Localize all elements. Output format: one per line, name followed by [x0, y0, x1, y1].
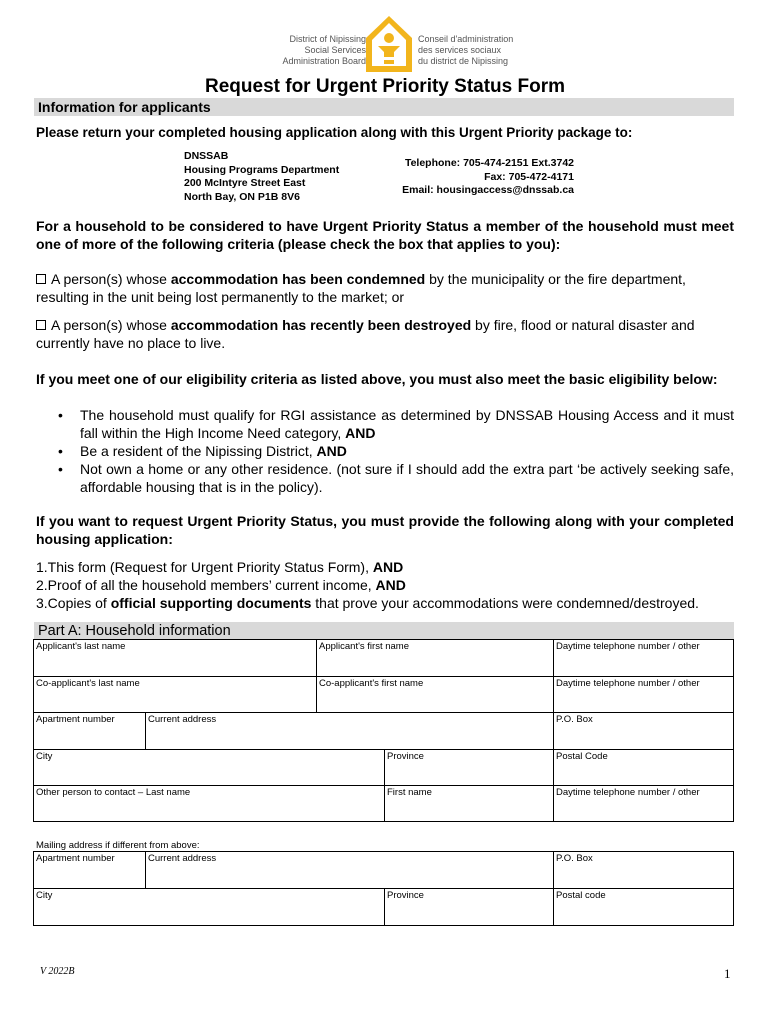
city-field[interactable]: [33, 749, 385, 786]
field-label: Province: [387, 751, 424, 762]
org-name-fr-line3: du district de Nipissing: [418, 56, 509, 66]
mailing-current-address-field[interactable]: [145, 851, 554, 889]
org-name-en-line1: District of Nipissing: [289, 34, 366, 44]
field-label: Apartment number: [36, 853, 115, 864]
address-line: North Bay, ON P1B 8V6: [184, 190, 300, 203]
return-instruction: Please return your completed housing application along with this Urgent Priority package to:: [36, 125, 633, 140]
other-contact-phone-field[interactable]: [553, 785, 734, 822]
coapplicant-last-name-field[interactable]: [33, 676, 317, 713]
list-item: [52, 460, 734, 496]
field-label: Postal Code: [556, 751, 608, 762]
org-name-en-line2: Social Services: [304, 45, 366, 55]
email-text: Email: housingaccess@dnssab.ca: [402, 184, 574, 196]
mailing-postal-code-field[interactable]: [553, 888, 734, 926]
telephone-text: Telephone: 705-474-2151 Ext.3742: [404, 157, 574, 169]
fax-text: Fax: 705-472-4171: [484, 170, 574, 183]
mailing-po-box-field[interactable]: [553, 851, 734, 889]
option-bold-text: accommodation has been condemned: [170, 271, 426, 287]
requirement-bold: official supporting documents: [110, 595, 312, 611]
requirement-item-3: [36, 594, 734, 612]
eligibility-intro: If you meet one of our eligibility criteria as listed above, you must also meet the basic eligibility below:: [36, 371, 718, 387]
option-bold-text: accommodation has recently been destroyed: [170, 317, 472, 333]
coapplicant-first-name-field[interactable]: [316, 676, 554, 713]
field-label: Apartment number: [36, 714, 115, 725]
bullet-text: Not own a home or any other residence. (not sure if I should add the extra part ‘be actively seeking safe, affordable housing that is in the policy).: [80, 461, 734, 495]
mailing-province-field[interactable]: [384, 888, 554, 926]
field-label: Co-applicant's first name: [319, 678, 424, 689]
destroyed-checkbox[interactable]: [36, 320, 46, 330]
list-item: [52, 406, 734, 442]
criteria-option-destroyed: [36, 316, 734, 352]
field-label: Daytime telephone number / other: [556, 787, 700, 798]
field-label: Daytime telephone number / other: [556, 641, 700, 652]
bullet-bold: AND: [316, 443, 347, 459]
org-name-french: [418, 34, 568, 67]
page-number: 1: [724, 966, 731, 981]
org-name-english: [230, 34, 366, 67]
info-section-heading: Information for applicants: [34, 98, 734, 116]
field-label: City: [36, 751, 53, 762]
list-item: [52, 442, 734, 460]
address-line: 200 McIntyre Street East: [184, 177, 306, 189]
option-text: by fire, flood or natural disaster and currently have no place to live.: [36, 317, 695, 351]
mailing-address: [184, 150, 384, 204]
mailing-apartment-number-field[interactable]: [33, 851, 146, 889]
postal-code-field[interactable]: [553, 749, 734, 786]
current-address-field[interactable]: [145, 712, 554, 750]
requirement-text: that prove your accommodations were condemned/destroyed.: [311, 595, 699, 611]
field-label: First name: [387, 787, 432, 798]
requirement-text: 3.Copies of: [36, 595, 111, 611]
po-box-field[interactable]: [553, 712, 734, 750]
criteria-option-condemned: [36, 270, 734, 306]
part-a-heading: Part A: Household information: [34, 622, 734, 639]
field-label: City: [36, 890, 53, 901]
field-label: P.O. Box: [556, 853, 593, 864]
applicant-phone-field[interactable]: [553, 639, 734, 677]
bullet-text: Be a resident of the Nipissing District,: [80, 443, 317, 459]
field-label: P.O. Box: [556, 714, 593, 725]
field-label: Current address: [148, 714, 217, 725]
field-label: Current address: [148, 853, 217, 864]
requirement-item-1: [36, 558, 734, 576]
field-label: Applicant's last name: [36, 641, 126, 652]
applicant-last-name-field[interactable]: [33, 639, 317, 677]
mailing-address-note: Mailing address if different from above:: [36, 840, 200, 851]
field-label: Co-applicant's last name: [36, 678, 140, 689]
field-label: Postal code: [556, 890, 606, 901]
field-label: Applicant's first name: [319, 641, 409, 652]
option-text: by the municipality or the fire department, resulting in the unit being lost permanently to the market; or: [36, 271, 686, 305]
requirements-intro: If you want to request Urgent Priority Status, you must provide the following along with your completed housing application:: [36, 513, 734, 547]
field-label: Daytime telephone number / other: [556, 678, 700, 689]
field-label: Province: [387, 890, 424, 901]
other-contact-first-name-field[interactable]: [384, 785, 554, 822]
requirement-text: 2.Proof of all the household members’ current income,: [36, 577, 376, 593]
requirement-item-2: [36, 576, 734, 594]
field-label: Other person to contact – Last name: [36, 787, 191, 798]
page-title: Request for Urgent Priority Status Form: [205, 76, 565, 97]
requirement-bold: AND: [375, 577, 406, 593]
version-label: V 2022B: [40, 966, 75, 977]
dnssab-logo-icon: [364, 14, 414, 74]
mailing-city-field[interactable]: [33, 888, 385, 926]
province-field[interactable]: [384, 749, 554, 786]
requirement-text: 1.This form (Request for Urgent Priority Status Form),: [36, 559, 373, 575]
contact-info: [380, 157, 574, 198]
option-text: A person(s) whose: [51, 317, 171, 333]
applicant-first-name-field[interactable]: [316, 639, 554, 677]
org-name-en-line3: Administration Board: [282, 56, 366, 66]
org-name-fr-line1: Conseil d'administration: [418, 34, 514, 44]
bullet-text: The household must qualify for RGI assistance as determined by DNSSAB Housing Access and it must fall within the High Income Need category,: [80, 407, 734, 441]
bullet-bold: AND: [345, 425, 376, 441]
coapplicant-phone-field[interactable]: [553, 676, 734, 713]
apartment-number-field[interactable]: [33, 712, 146, 750]
address-line: DNSSAB: [184, 150, 229, 162]
other-contact-last-name-field[interactable]: [33, 785, 385, 822]
org-name-fr-line2: des services sociaux: [418, 45, 502, 55]
requirement-bold: AND: [372, 559, 404, 575]
criteria-intro: For a household to be considered to have Urgent Priority Status a member of the household must meet one of more of the following criteria (please check the box that applies to you):: [36, 218, 734, 252]
address-line: Housing Programs Department: [184, 163, 340, 176]
eligibility-list: [52, 406, 734, 496]
condemned-checkbox[interactable]: [36, 274, 46, 284]
option-text: A person(s) whose: [51, 271, 171, 287]
